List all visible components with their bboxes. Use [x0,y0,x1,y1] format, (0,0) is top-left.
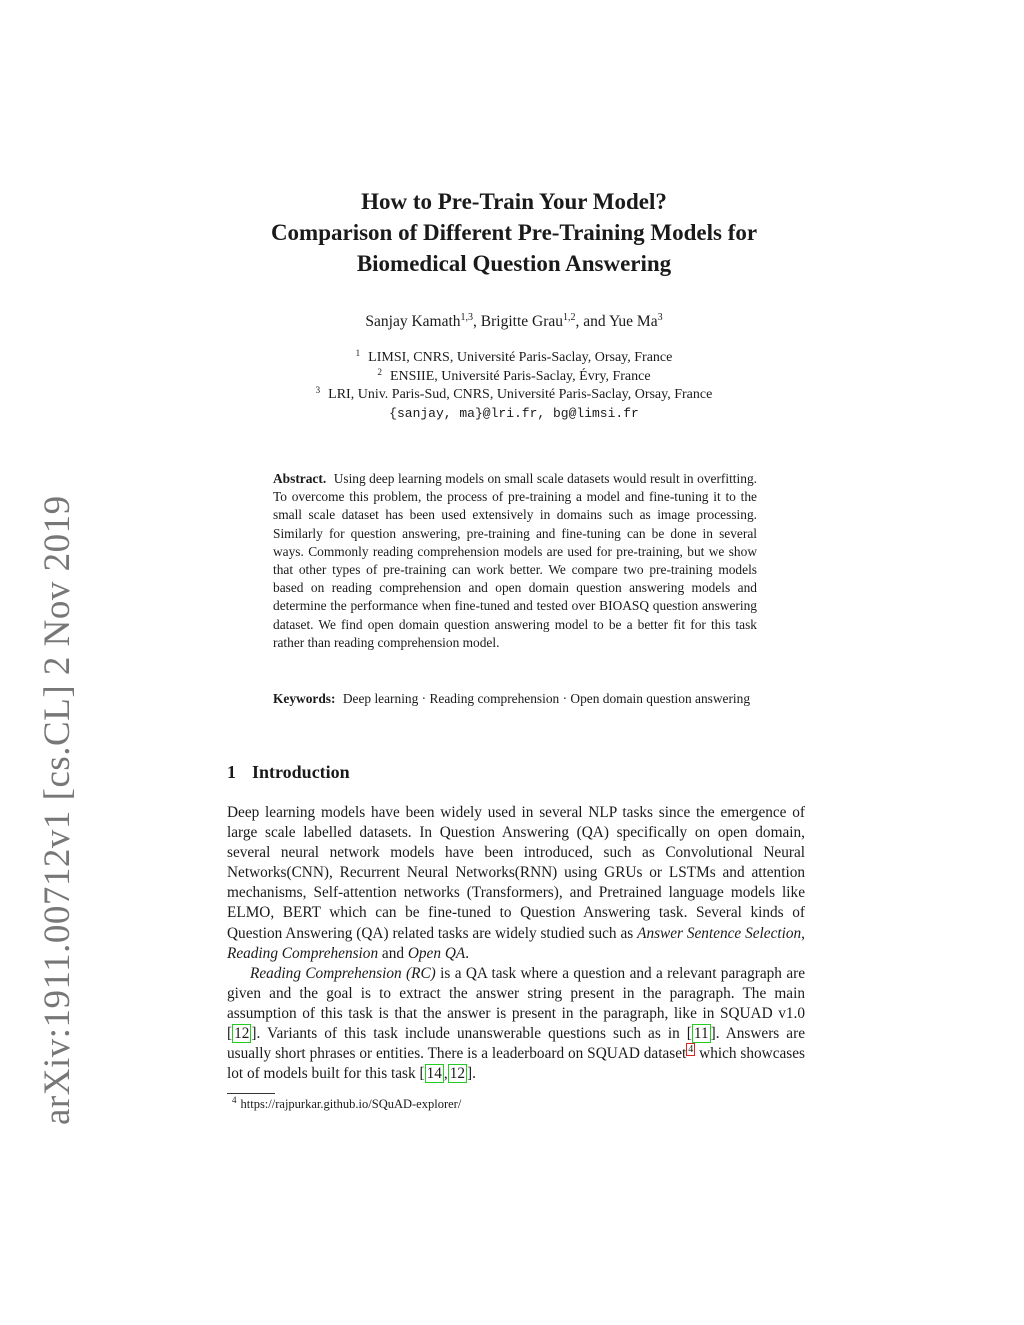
author-name: Brigitte Grau [480,313,563,330]
author-emails: {sanjay, ma}@lri.fr, bg@limsi.fr [389,405,639,421]
text-run: which showcases lot of models built for this task [ [227,1045,805,1083]
keywords-label: Keywords: [273,691,336,706]
title-line-3: Biomedical Question Answering [356,251,672,276]
text-run: is a QA task where a question and a relevant paragraph are given and the goal is to extract the answer string present in the paragraph. The main assumption of this task is that the answer is present in the paragraph, like in SQUAD v1.0 [ [227,964,806,1043]
paragraph [227,964,805,1085]
affiliation-line [200,349,828,368]
author-affil-mark: 1,2 [563,312,576,323]
footnote-link[interactable]: 4 [688,1044,694,1056]
affiliation-mark: 3 [315,385,321,395]
text-run: ]. [467,1065,476,1083]
text-run: , [801,924,805,942]
keywords-text: Deep learning · Reading comprehension · Open domain question answering [342,691,751,706]
citation-link[interactable]: 12 [449,1065,465,1083]
abstract-text: Using deep learning models on small scale datasets would result in overfitting. To overcome this problem, the process of pre-training a model and fine-tuning it to the small scale dataset has been used extensively in domains such as image processing. Similarly for question answering, pre-training and fine-tuning can be done in several ways. Commonly reading comprehension models are used for pre-training, but we show that other types of pre-training can work better. We compare two pre-training models based on reading comprehension and open domain question answering models and determine the performance when fine-tuned and tested over BIOASQ question answering dataset. We find open domain question answering model to be a better fit for this task rather than reading comprehension model. [273,471,757,650]
abstract-label: Abstract. [273,471,327,486]
section-heading [227,760,350,784]
section-title: Introduction [252,762,350,782]
introduction-body [227,803,805,1084]
paragraph [227,803,805,964]
emphasis: Answer Sentence Selection [637,924,802,942]
citation-link[interactable]: 11 [693,1025,709,1043]
footnote [232,1096,461,1113]
affiliations [200,349,828,423]
author-affil-mark: 3 [657,312,663,323]
text-run: Deep learning models have been widely used in several NLP tasks since the emergence of large scale labelled datasets. In Question Answering (QA) specifically on open domain, several neural network models have been introduced, such as Convolutional Neural Networks(CNN), Recurrent Neural Networks(RNN) using GRUs or LSTMs and attention mechanisms, Self-attention networks (Transformers), and Pretrained language models like ELMO, BERT which can be fine-tuned to Question Answering task. Several kinds of Question Answering (QA) related tasks are widely studied such as [227,804,805,942]
citation-link[interactable]: 12 [234,1025,250,1043]
citation-link[interactable]: 14 [426,1065,442,1083]
footnote-divider [227,1093,275,1094]
title-line-2: Comparison of Different Pre-Training Models for [270,220,758,245]
footnote-url[interactable]: https://rajpurkar.github.io/SQuAD-explorer/ [240,1097,462,1111]
affiliation-mark: 2 [377,366,382,377]
text-run: . [465,944,470,962]
text-run: , [443,1065,448,1083]
text-run: ]. Answers are usually short phrases or entities. There is a leaderboard on SQUAD dataset [227,1025,805,1063]
affiliation-text: ENSIIE, Université Paris-Saclay, Évry, France [389,368,651,384]
affiliation-line [200,386,828,405]
emphasis: Reading Comprehension [227,944,379,962]
affiliation-mark: 1 [355,348,361,358]
footnote-mark: 4 [232,1095,237,1105]
text-run: and [378,944,408,962]
author-name: Yue Ma [608,313,658,330]
abstract [273,470,757,652]
emphasis: Open QA [407,944,466,962]
affiliation-line [200,368,828,387]
section-number: 1 [227,762,236,782]
author-affil-mark: 1,3 [460,312,474,323]
author-name: Sanjay Kamath [365,313,461,330]
arxiv-identifier: arXiv:1911.00712v1 [cs.CL] 2 Nov 2019 [37,495,78,1125]
affiliation-text: LRI, Univ. Paris-Sud, CNRS, Université Paris-Saclay, Orsay, France [328,387,713,402]
author-list: Sanjay Kamath$^{1,3}$, Brigitte Grau$^{1,2}$, and Yue Ma$^3$ [365,312,663,330]
keywords [273,690,757,708]
affiliation-text: LIMSI, CNRS, Université Paris-Saclay, Orsay, France [368,350,673,365]
emphasis: Reading Comprehension (RC) [250,964,436,982]
text-run: ]. Variants of this task include unanswerable questions such as in [ [251,1025,692,1043]
title-line-1: How to Pre-Train Your Model? [361,189,667,214]
paper-title [200,186,828,279]
